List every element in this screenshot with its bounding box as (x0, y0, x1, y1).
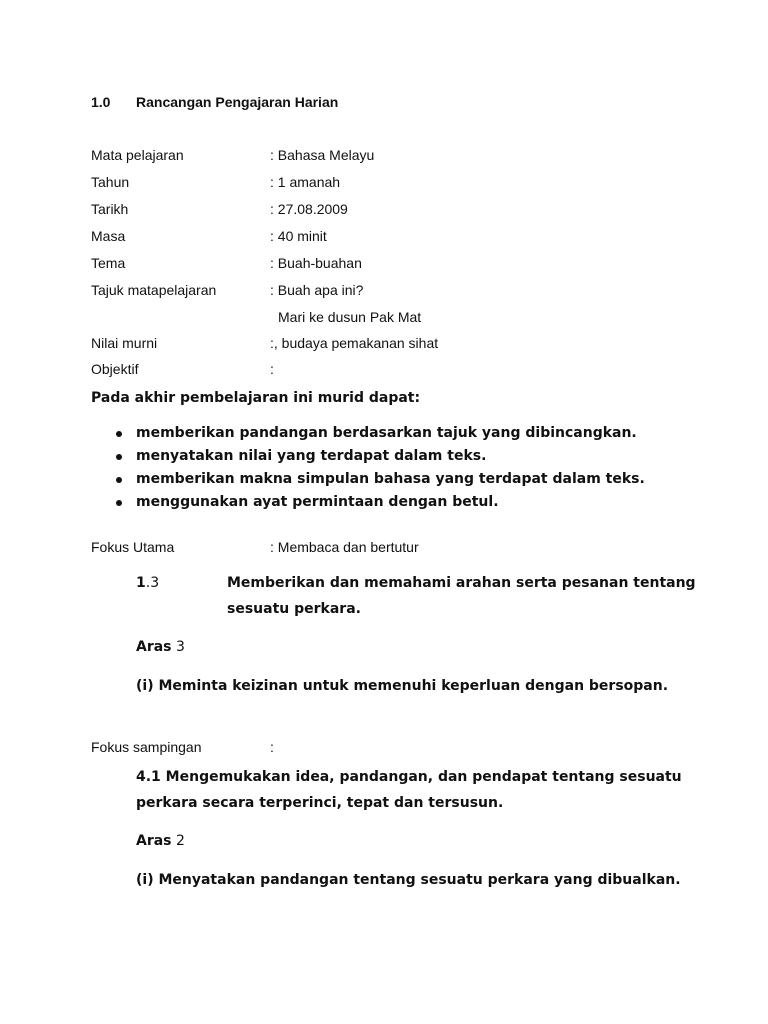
field-value-year: : 1 amanah (270, 174, 341, 190)
field-value-topic: : Buah apa ini? (270, 282, 364, 298)
field-label-time: Masa (91, 228, 126, 244)
field-label-date: Tarikh (91, 201, 129, 217)
objective-item: menyatakan nilai yang terdapat dalam teks. (136, 448, 487, 464)
field-value-time: : 40 minit (270, 228, 327, 244)
objective-item: menggunakan ayat permintaan dengan betul. (136, 494, 499, 510)
field-label-theme: Tema (91, 255, 126, 271)
objectives-intro: Pada akhir pembelajaran ini murid dapat: (91, 390, 421, 406)
focus-main-level-number: 3 (171, 639, 185, 655)
objective-item: memberikan pandangan berdasarkan tajuk yang dibincangkan. (136, 425, 637, 441)
objective-item: memberikan makna simpulan bahasa yang terdapat dalam teks. (136, 471, 645, 487)
focus-main-item-text-line2: sesuatu perkara. (227, 601, 361, 617)
focus-main-level (136, 639, 185, 655)
focus-main-item-number (136, 575, 159, 591)
field-label-values: Nilai murni (91, 335, 158, 351)
focus-main-label: Fokus Utama (91, 539, 175, 555)
focus-side-level (136, 833, 185, 849)
field-label-subject: Mata pelajaran (91, 147, 184, 163)
focus-side-value: : (270, 739, 274, 755)
focus-side-point: (i) Menyatakan pandangan tentang sesuatu perkara yang dibualkan. (136, 872, 681, 888)
focus-side-level-label: Aras (136, 833, 172, 849)
page-title: Rancangan Pengajaran Harian (136, 94, 339, 110)
bullet-icon (116, 477, 122, 483)
field-value-objective: : (270, 361, 274, 377)
field-value-topic-line2: Mari ke dusun Pak Mat (278, 309, 422, 325)
focus-main-level-label: Aras (136, 639, 172, 655)
field-label-topic: Tajuk matapelajaran (91, 282, 217, 298)
field-label-year: Tahun (91, 174, 130, 190)
focus-side-label: Fokus sampingan (91, 739, 202, 755)
field-value-theme: : Buah-buahan (270, 255, 362, 271)
bullet-icon (116, 454, 122, 460)
focus-main-item-number-major: 1 (136, 575, 146, 591)
focus-side-level-number: 2 (171, 833, 185, 849)
focus-main-value: : Membaca dan bertutur (270, 539, 419, 555)
section-number: 1.0 (91, 94, 111, 110)
focus-side-item: 4.1 Mengemukakan idea, pandangan, dan pendapat tentang sesuatu (136, 769, 682, 785)
field-value-values: :, budaya pemakanan sihat (270, 335, 439, 351)
focus-side-item-line2: perkara secara terperinci, tepat dan tersusun. (136, 795, 504, 811)
focus-main-item-text: Memberikan dan memahami arahan serta pesanan tentang (227, 575, 696, 591)
field-label-objective: Objektif (91, 361, 139, 377)
focus-main-item-number-minor: .3 (145, 575, 160, 591)
bullet-icon (116, 500, 122, 506)
bullet-icon (116, 431, 122, 437)
focus-main-point: (i) Meminta keizinan untuk memenuhi keperluan dengan bersopan. (136, 678, 669, 694)
field-value-date: : 27.08.2009 (270, 201, 348, 217)
field-value-subject: : Bahasa Melayu (270, 147, 375, 163)
